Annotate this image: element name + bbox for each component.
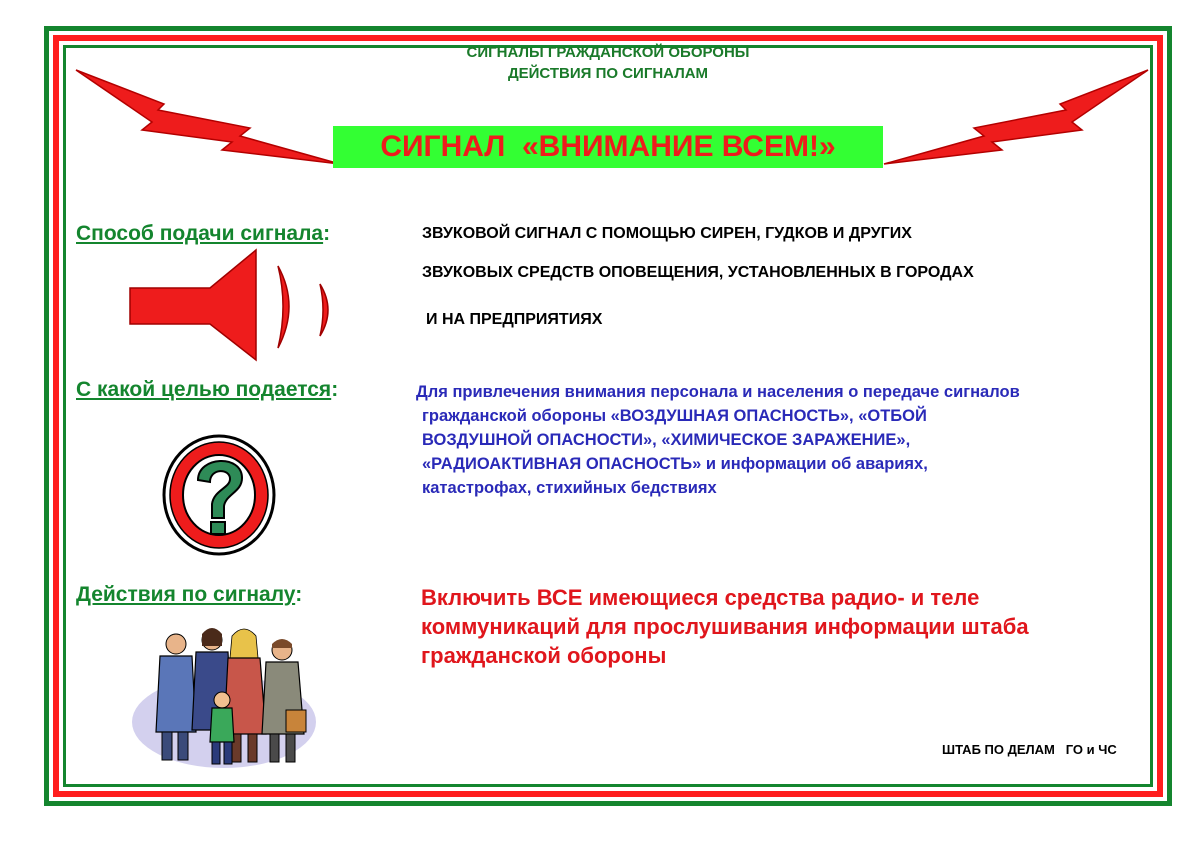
right-lightning-bolt-icon	[882, 50, 1152, 170]
section-actions-label	[76, 583, 302, 607]
signal-title: СИГНАЛ «ВНИМАНИЕ ВСЕМ!»	[333, 126, 883, 168]
left-lightning-bolt-icon	[72, 50, 342, 170]
section-purpose-label	[76, 378, 338, 402]
method-line-1: ЗВУКОВОЙ СИГНАЛ С ПОМОЩЬЮ СИРЕН, ГУДКОВ И ДРУГИХ	[422, 225, 912, 242]
section-method-label	[76, 222, 330, 246]
purpose-line-1: Для привлечения внимания персонала и населения о передаче сигналов	[416, 383, 1020, 401]
action-line-2: коммуникаций для прослушивания информации штаба	[421, 614, 1029, 639]
actions-label-text: Действия по сигналу	[76, 583, 296, 606]
actions-label-colon: :	[295, 583, 303, 606]
people-group-icon	[126, 622, 326, 776]
purpose-label-colon: :	[331, 378, 339, 401]
method-line-2: ЗВУКОВЫХ СРЕДСТВ ОПОВЕЩЕНИЯ, УСТАНОВЛЕННЫХ В ГОРОДАХ	[422, 264, 974, 281]
question-mark-icon	[160, 432, 278, 558]
purpose-line-2: гражданской обороны «ВОЗДУШНАЯ ОПАСНОСТЬ», «ОТБОЙ	[422, 407, 927, 425]
purpose-line-3: ВОЗДУШНОЙ ОПАСНОСТИ», «ХИМИЧЕСКОЕ ЗАРАЖЕНИЕ»,	[422, 431, 911, 449]
action-line-1: Включить ВСЕ имеющиеся средства радио- и теле	[421, 585, 980, 610]
header-line-1: СИГНАЛЫ ГРАЖДАНСКОЙ ОБОРОНЫ	[466, 44, 750, 61]
action-line-3: гражданской обороны	[421, 643, 667, 668]
purpose-label-text: С какой целью подается	[76, 378, 332, 401]
purpose-line-5: катастрофах, стихийных бедствиях	[422, 479, 717, 497]
method-label-text: Способ подачи сигнала	[76, 222, 324, 245]
purpose-line-4: «РАДИОАКТИВНАЯ ОПАСНОСТЬ» и информации об авариях,	[422, 455, 928, 473]
header-line-2: ДЕЙСТВИЯ ПО СИГНАЛАМ	[507, 65, 709, 82]
method-label-colon: :	[323, 222, 331, 245]
method-line-3: И НА ПРЕДПРИЯТИЯХ	[426, 311, 603, 328]
footer-authority: ШТАБ ПО ДЕЛАМ ГО и ЧС	[942, 742, 1117, 757]
loudspeaker-icon	[128, 248, 348, 364]
